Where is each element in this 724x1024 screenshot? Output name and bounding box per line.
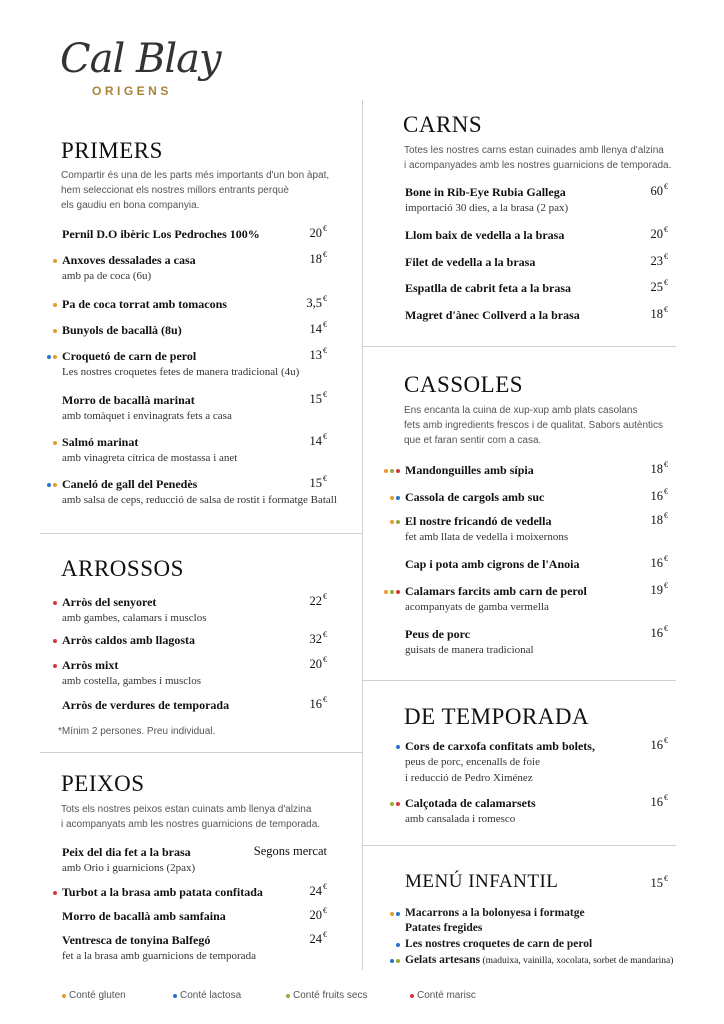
allergen-dots — [390, 801, 400, 807]
allergen-gluten-icon — [53, 355, 57, 359]
item-price — [651, 795, 669, 810]
item-desc: amb tomàquet i envinagrats fets a casa — [62, 410, 232, 422]
item-price — [254, 844, 327, 859]
price-value: 32 — [309, 632, 322, 646]
allergen-gluten-icon — [390, 520, 394, 524]
section-title-infantil: MENÚ INFANTIL — [405, 871, 559, 892]
allergen-dots — [384, 589, 400, 595]
item-name: Calçotada de calamarsets — [405, 796, 536, 810]
price-value: 15 — [650, 876, 663, 890]
item-desc: amb salsa de ceps, reducció de salsa de rostit i formatge Batall — [62, 494, 337, 506]
menu-item — [405, 227, 564, 243]
item-name: Morro de bacallà amb samfaina — [62, 909, 226, 923]
item-name: Mandonguilles amb sípia — [405, 463, 534, 477]
menu-item — [405, 254, 535, 270]
item-name: Bunyols de bacallà (8u) — [62, 323, 182, 337]
divider-cassoles — [362, 680, 676, 681]
item-desc: guisats de manera tradicional — [405, 644, 534, 656]
legend-item-fruits — [286, 990, 367, 1001]
item-price — [651, 626, 669, 641]
item-name: Cap i pota amb cigrons de l'Anoia — [405, 557, 580, 571]
menu-item — [62, 657, 201, 689]
item-price — [310, 476, 328, 491]
price-value: 16 — [650, 795, 663, 809]
menu-item — [405, 795, 536, 827]
allergen-marisc-icon — [53, 664, 57, 668]
menu-item — [62, 697, 229, 713]
item-price — [651, 184, 669, 199]
item-price — [310, 434, 328, 449]
section-intro-carns — [404, 143, 671, 173]
item-name: Peus de porc — [405, 627, 471, 641]
allergen-dots — [384, 468, 400, 474]
section-title-peixos: PEIXOS — [61, 771, 145, 796]
price-value: 18 — [650, 462, 663, 476]
currency-symbol: € — [323, 346, 327, 355]
allergen-gluten-icon — [62, 994, 66, 998]
currency-symbol: € — [323, 432, 327, 441]
price-value: 16 — [650, 626, 663, 640]
menu-item — [62, 322, 182, 338]
price-value: 24 — [309, 884, 322, 898]
item-desc: amb Orio i guarnicions (2pax) — [62, 862, 196, 874]
currency-symbol: € — [323, 695, 327, 704]
item-name: Ventresca de tonyina Balfegó — [62, 933, 211, 947]
allergen-dots — [53, 638, 57, 644]
allergen-dots — [390, 958, 400, 964]
currency-symbol: € — [664, 487, 668, 496]
price-value: 18 — [650, 307, 663, 321]
divider-primers — [40, 533, 362, 534]
currency-symbol: € — [664, 305, 668, 314]
infantil-line — [405, 936, 592, 952]
price-value: 16 — [650, 738, 663, 752]
infantil-line — [405, 952, 673, 969]
item-price — [310, 252, 328, 267]
price-value: 20 — [309, 226, 322, 240]
item-name: Arròs del senyoret — [62, 595, 157, 609]
currency-symbol: € — [664, 460, 668, 469]
item-desc: acompanyats de gamba vermella — [405, 601, 549, 613]
allergen-dots — [396, 744, 400, 750]
allergen-lactosa-icon — [396, 943, 400, 947]
price-value: 14 — [309, 322, 322, 336]
allergen-lactosa-icon — [47, 355, 51, 359]
item-name: Cors de carxofa confitats amb bolets, — [405, 739, 595, 753]
currency-symbol: € — [323, 630, 327, 639]
item-price — [651, 307, 669, 322]
menu-item — [62, 252, 196, 284]
legend-label: Conté gluten — [69, 990, 126, 1001]
menu-item — [405, 556, 579, 572]
section-intro-primers — [61, 168, 329, 213]
price-value: 16 — [309, 697, 322, 711]
price-value: Segons mercat — [253, 844, 327, 858]
allergen-marisc-icon — [53, 601, 57, 605]
divider-arrossos — [40, 752, 362, 753]
allergen-gluten-icon — [384, 469, 388, 473]
menu-item — [405, 489, 544, 505]
menu-item — [405, 462, 534, 478]
price-value: 14 — [309, 434, 322, 448]
item-name: Cassola de cargols amb suc — [405, 490, 545, 504]
allergen-dots — [390, 519, 400, 525]
brand-logo — [60, 36, 220, 106]
legend-label: Conté fruits secs — [293, 990, 368, 1001]
item-price — [310, 657, 328, 672]
currency-symbol: € — [323, 224, 327, 233]
infantil-price — [651, 876, 669, 891]
currency-symbol: € — [664, 182, 668, 191]
section-title-temporada: DE TEMPORADA — [404, 704, 590, 729]
item-desc: importació 30 dies, a la brasa (2 pax) — [405, 202, 569, 214]
item-price — [310, 908, 328, 923]
price-value: 24 — [309, 932, 322, 946]
allergen-dots — [53, 440, 57, 446]
allergen-marisc-icon — [410, 994, 414, 998]
currency-symbol: € — [664, 793, 668, 802]
price-value: 20 — [309, 908, 322, 922]
intro-line: Compartir és una de les parts més importants d'un bon àpat, — [61, 170, 330, 181]
menu-item — [405, 738, 595, 786]
intro-line: els gaudiu en bona companyia. — [61, 200, 200, 211]
allergen-gluten-icon — [384, 590, 388, 594]
item-price — [651, 513, 669, 528]
currency-symbol: € — [323, 906, 327, 915]
item-price — [651, 227, 669, 242]
price-value: 15 — [309, 392, 322, 406]
allergen-gluten-icon — [53, 329, 57, 333]
menu-item — [62, 884, 263, 900]
item-price — [651, 280, 669, 295]
infantil-line — [405, 905, 585, 921]
allergen-dots — [53, 600, 57, 606]
divider-carns — [362, 346, 676, 347]
currency-symbol: € — [664, 874, 668, 883]
allergen-dots — [53, 328, 57, 334]
price-value: 18 — [650, 513, 663, 527]
item-name: Arròs mixt — [62, 658, 119, 672]
allergen-gluten-icon — [53, 441, 57, 445]
allergen-gluten-icon — [53, 483, 57, 487]
item-desc: i reducció de Pedro Ximénez — [405, 772, 533, 784]
item-name: Turbot a la brasa amb patata confitada — [62, 885, 263, 899]
section-title-cassoles: CASSOLES — [404, 372, 524, 397]
menu-item — [62, 296, 227, 312]
menu-item — [62, 844, 195, 876]
item-name: Arròs caldos amb llagosta — [62, 633, 195, 647]
infantil-line — [405, 920, 482, 936]
item-name: Filet de vedella a la brasa — [405, 255, 536, 269]
currency-symbol: € — [664, 736, 668, 745]
menu-item — [62, 632, 195, 648]
allergen-lactosa-icon — [396, 496, 400, 500]
item-desc: amb vinagreta cítrica de mostassa i anet — [62, 452, 238, 464]
menu-item — [62, 908, 226, 924]
currency-symbol: € — [323, 250, 327, 259]
intro-line: Totes les nostres carns estan cuinades amb llenya d'alzina — [404, 145, 664, 156]
item-name: Magret d'ànec Collverd a la brasa — [405, 308, 580, 322]
menu-item — [62, 226, 260, 242]
menu-item — [405, 513, 568, 545]
price-value: 16 — [650, 556, 663, 570]
divider-temporada — [362, 845, 676, 846]
intro-line: Ens encanta la cuina de xup-xup amb plats casolans — [404, 405, 638, 416]
price-value: 18 — [309, 252, 322, 266]
currency-symbol: € — [664, 624, 668, 633]
allergen-marisc-icon — [396, 802, 400, 806]
infantil-dish: Les nostres croquetes de carn de perol — [405, 938, 593, 950]
allergen-lactosa-icon — [173, 994, 177, 998]
menu-item — [62, 476, 337, 508]
menu-item — [62, 932, 256, 964]
price-value: 3,5 — [306, 296, 322, 310]
item-price — [651, 489, 669, 504]
intro-line: fets amb ingredients frescos i de qualitat. Sabors autèntics — [404, 420, 664, 431]
item-price — [310, 348, 328, 363]
currency-symbol: € — [664, 252, 668, 261]
currency-symbol: € — [664, 554, 668, 563]
item-name: Arròs de verdures de temporada — [62, 698, 230, 712]
item-price — [306, 296, 327, 311]
currency-symbol: € — [323, 655, 327, 664]
allergen-dots — [390, 911, 400, 917]
allergen-gluten-icon — [390, 496, 394, 500]
menu-item — [405, 626, 534, 658]
allergen-dots — [390, 495, 400, 501]
price-value: 20 — [309, 657, 322, 671]
item-price — [310, 226, 328, 241]
currency-symbol: € — [323, 390, 327, 399]
intro-line: hem seleccionat els nostres millors entrants perquè — [61, 185, 289, 196]
allergen-lactosa-icon — [390, 959, 394, 963]
allergen-fruits-icon — [396, 520, 400, 524]
item-price — [651, 738, 669, 753]
currency-symbol: € — [323, 474, 327, 483]
infantil-dish: Gelats artesans — [405, 954, 481, 966]
allergen-fruits-icon — [286, 994, 290, 998]
section-title-primers: PRIMERS — [61, 138, 163, 163]
allergen-gluten-icon — [53, 259, 57, 263]
item-name: Calamars farcits amb carn de perol — [405, 584, 587, 598]
brand-sub: ORIGENS — [92, 84, 172, 98]
brand-script: Cal Blay — [60, 36, 221, 82]
allergen-fruits-icon — [390, 469, 394, 473]
item-name: Anxoves dessalades a casa — [62, 253, 196, 267]
allergen-lactosa-icon — [47, 483, 51, 487]
currency-symbol: € — [323, 930, 327, 939]
column-divider — [362, 100, 363, 970]
intro-line: i acompanyades amb les nostres guarnicions de temporada. — [404, 160, 672, 171]
item-price — [651, 462, 669, 477]
item-price — [310, 932, 328, 947]
allergen-gluten-icon — [390, 912, 394, 916]
item-name: Bone in Rib-Eye Rubia Gallega — [405, 185, 566, 199]
item-desc: amb gambes, calamars i musclos — [62, 612, 207, 624]
item-name: Pernil D.O ibèric Los Pedroches 100% — [62, 227, 260, 241]
item-desc: amb pa de coca (6u) — [62, 270, 152, 282]
allergen-marisc-icon — [396, 590, 400, 594]
currency-symbol: € — [323, 294, 327, 303]
allergen-marisc-icon — [53, 639, 57, 643]
item-name: Peix del dia fet a la brasa — [62, 845, 191, 859]
menu-item — [405, 583, 587, 615]
currency-symbol: € — [323, 882, 327, 891]
intro-line: Tots els nostres peixos estan cuinats amb llenya d'alzina — [61, 804, 312, 815]
item-name: Morro de bacallà marinat — [62, 393, 195, 407]
item-price — [310, 697, 328, 712]
allergen-marisc-icon — [396, 469, 400, 473]
allergen-dots — [47, 482, 57, 488]
item-desc: peus de porc, encenalls de foie — [405, 756, 540, 768]
legend-item-marisc — [410, 990, 476, 1001]
item-price — [310, 884, 328, 899]
intro-line: que et faran sentir com a casa. — [404, 435, 542, 446]
price-value: 13 — [309, 348, 322, 362]
item-desc: amb cansalada i romesco — [405, 813, 516, 825]
price-value: 16 — [650, 489, 663, 503]
allergen-fruits-icon — [390, 590, 394, 594]
menu-item — [62, 434, 237, 466]
allergen-dots — [53, 258, 57, 264]
item-desc: amb costella, gambes i musclos — [62, 675, 201, 687]
menu-item — [62, 594, 207, 626]
item-name: Salmó marinat — [62, 435, 139, 449]
menu-item — [405, 307, 580, 323]
item-price — [651, 556, 669, 571]
section-title-arrossos: ARROSSOS — [61, 556, 184, 581]
item-price — [310, 322, 328, 337]
item-desc: Les nostres croquetes fetes de manera tradicional (4u) — [62, 366, 300, 378]
price-value: 20 — [650, 227, 663, 241]
menu-item — [62, 348, 299, 380]
item-desc: fet a la brasa amb guarnicions de temporada — [62, 950, 256, 962]
infantil-dish-extra: (maduixa, vainilla, xocolata, sorbet de mandarina) — [480, 956, 674, 966]
item-name: El nostre fricandó de vedella — [405, 514, 552, 528]
currency-symbol: € — [664, 225, 668, 234]
allergen-marisc-icon — [53, 891, 57, 895]
item-name: Croquetó de carn de perol — [62, 349, 197, 363]
section-intro-cassoles — [404, 403, 663, 448]
item-price — [310, 632, 328, 647]
menu-item — [405, 280, 571, 296]
allergen-lactosa-icon — [396, 745, 400, 749]
section-intro-peixos — [61, 802, 320, 832]
allergen-dots — [396, 942, 400, 948]
intro-line: i acompanyats amb les nostres guarnicions de temporada. — [61, 819, 321, 830]
section-title-carns: CARNS — [403, 112, 483, 137]
price-value: 23 — [650, 254, 663, 268]
allergen-fruits-icon — [396, 959, 400, 963]
price-value: 19 — [650, 583, 663, 597]
price-value: 15 — [309, 476, 322, 490]
menu-item — [405, 184, 568, 216]
item-price — [310, 392, 328, 407]
menu-item — [62, 392, 232, 424]
price-value: 22 — [309, 594, 322, 608]
item-name: Llom baix de vedella a la brasa — [405, 228, 565, 242]
currency-symbol: € — [664, 511, 668, 520]
infantil-dish: Patates fregides — [405, 922, 483, 934]
legend-label: Conté marisc — [417, 990, 476, 1001]
price-value: 60 — [650, 184, 663, 198]
arrossos-note: *Mínim 2 persones. Preu individual. — [58, 726, 216, 737]
allergen-dots — [53, 890, 57, 896]
item-price — [651, 583, 669, 598]
currency-symbol: € — [323, 592, 327, 601]
price-value: 25 — [650, 280, 663, 294]
allergen-dots — [53, 302, 57, 308]
currency-symbol: € — [664, 581, 668, 590]
infantil-dish: Macarrons a la bolonyesa i formatge — [405, 907, 585, 919]
currency-symbol: € — [323, 320, 327, 329]
legend-item-gluten — [62, 990, 126, 1001]
item-name: Pa de coca torrat amb tomacons — [62, 297, 227, 311]
item-price — [651, 254, 669, 269]
currency-symbol: € — [664, 278, 668, 287]
item-price — [310, 594, 328, 609]
legend-label: Conté lactosa — [180, 990, 242, 1001]
allergen-dots — [53, 663, 57, 669]
allergen-lactosa-icon — [396, 912, 400, 916]
allergen-fruits-icon — [390, 802, 394, 806]
item-name: Espatlla de cabrit feta a la brasa — [405, 281, 571, 295]
allergen-gluten-icon — [53, 303, 57, 307]
allergen-dots — [47, 354, 57, 360]
legend-item-lactosa — [173, 990, 241, 1001]
item-name: Caneló de gall del Penedès — [62, 477, 198, 491]
item-desc: fet amb llata de vedella i moixernons — [405, 531, 569, 543]
